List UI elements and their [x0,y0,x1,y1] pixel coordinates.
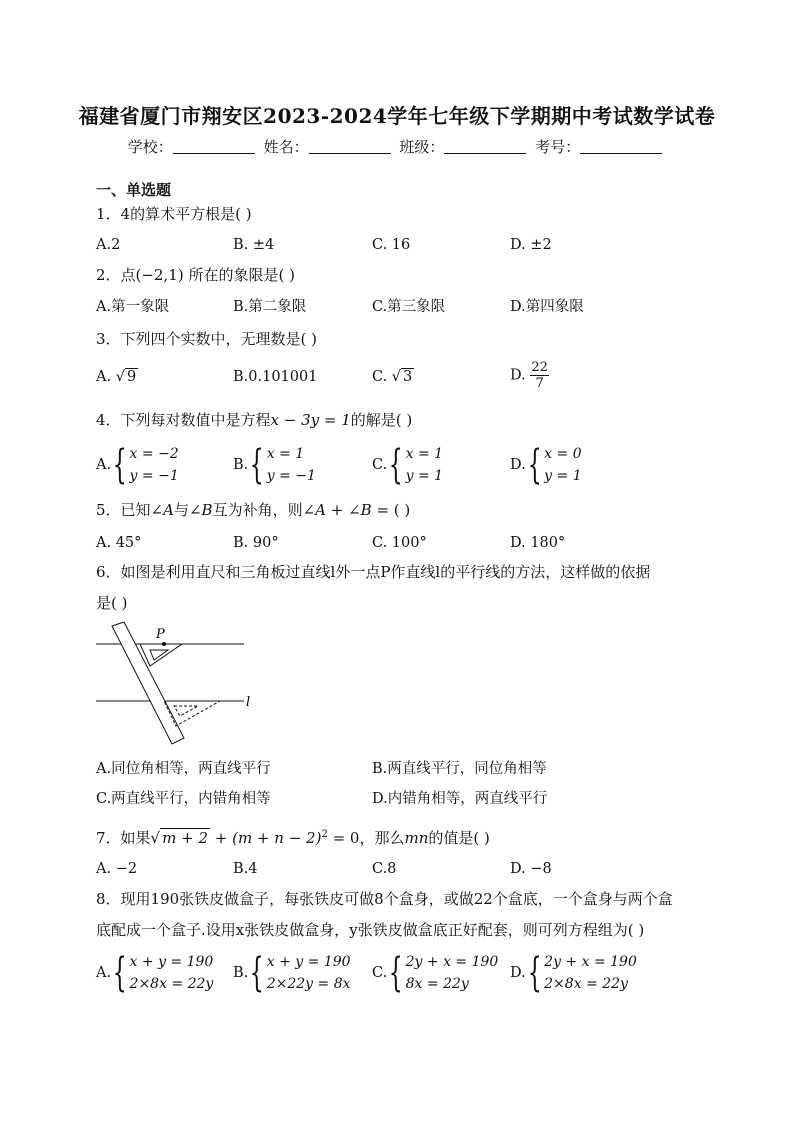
q5-stem-post: = ( ) [371,501,411,519]
q3-a-radicand: 9 [126,369,137,385]
q1-option-d[interactable]: D. ±2 [510,237,552,253]
q5-mid: 与 [173,501,189,519]
school-label: 学校： [127,138,173,156]
q3-stem: 3．下列四个实数中，无理数是( ) [96,330,318,348]
brace-icon: { [249,950,264,996]
q4-c-label: C. [372,457,388,473]
q3-c-radicand: 3 [403,369,413,385]
q8-b-row2: 2×22y = 8x [266,976,351,992]
q4-option-a[interactable] [96,443,179,487]
q6-option-b[interactable]: B.两直线平行，同位角相等 [372,761,547,777]
q6-option-a[interactable]: A.同位角相等，两直线平行 [96,761,271,777]
q4-d-label: D. [510,457,526,473]
q7-square-term: + (m + n − 2) [209,829,322,847]
q4-a-row2: y = −1 [129,468,179,484]
q7-option-d[interactable]: D. −8 [510,861,552,877]
q7-option-c[interactable]: C.8 [372,861,397,877]
q7-option-a[interactable]: A. −2 [96,861,138,877]
q4-stem [96,410,412,430]
q8-option-b[interactable] [233,951,351,995]
point-p [162,642,166,646]
label-p: P [156,627,165,642]
q2-option-d[interactable]: D.第四象限 [510,299,584,315]
q2-stem [96,265,295,285]
q6-stem-line2: 是( ) [96,594,128,612]
sqrt-symbol: √ [150,829,161,847]
ruler [112,622,184,744]
q1-stem: 1．4的算术平方根是( ) [96,205,252,223]
exam-number-blank[interactable] [580,139,662,154]
q4-d-row2: y = 1 [544,468,582,484]
q2-option-a[interactable]: A.第一象限 [96,299,170,315]
q2-stem-post: 所在的象限是( ) [188,266,295,284]
brace-icon: { [112,442,127,488]
q4-equation: x − 3y = 1 [270,411,351,429]
q5-stem [96,500,410,520]
q4-d-row1: x = 0 [544,446,582,462]
q3-d-fraction [530,360,549,391]
brace-icon: { [388,442,403,488]
q4-stem-pre: 4．下列每对数值中是方程 [96,411,271,429]
label-l: l [246,695,251,710]
q7-radicand: m + 2 [162,829,208,847]
brace-icon: { [527,442,542,488]
q8-option-a[interactable] [96,951,213,995]
q4-option-b[interactable] [233,443,316,487]
q8-stem-line2: 底配成一个盒子.设用x张铁皮做盒身，y张铁皮做盒底正好配套，则可列方程组为( ) [96,921,645,939]
q6-option-d[interactable]: D.内错角相等，两直线平行 [372,791,548,807]
q6-figure [94,620,274,750]
class-label: 班级： [399,138,445,156]
q4-b-row2: y = −1 [266,468,316,484]
q5-sum: ∠A + ∠B [302,501,372,519]
q8-b-label: B. [233,965,249,981]
q7-option-b[interactable]: B.4 [233,861,258,877]
q5-angle-a: ∠A [150,501,174,519]
q8-d-label: D. [510,965,526,981]
sqrt-symbol: √ [391,369,402,385]
q4-c-row2: y = 1 [405,468,444,484]
q2-option-c[interactable]: C.第三象限 [372,299,446,315]
q6-option-c[interactable]: C.两直线平行，内错角相等 [96,791,271,807]
q7-stem-post: 的值是( ) [428,829,490,847]
q3-option-d[interactable] [510,360,549,391]
section-heading: 一、单选题 [96,181,172,199]
q1-option-c[interactable]: C. 16 [372,237,411,253]
q5-option-c[interactable]: C. 100° [372,535,427,551]
name-blank[interactable] [309,139,391,154]
q7-tail: = 0，那么 [327,829,405,847]
exam-title: 福建省厦门市翔安区2023-2024学年七年级下学期期中考试数学试卷 [78,104,716,128]
q8-a-row1: x + y = 190 [129,954,214,970]
q4-stem-post: 的解是( ) [350,411,413,429]
sqrt-symbol: √ [115,369,125,385]
q5-option-d[interactable]: D. 180° [510,535,566,551]
q1-option-b[interactable]: B. ±4 [233,237,275,253]
q8-c-row2: 8x = 22y [405,976,469,992]
exam-number-label: 考号： [535,138,581,156]
q4-b-label: B. [233,457,249,473]
q2-point: (−2,1) [135,266,184,284]
brace-icon: { [112,950,127,996]
q8-d-row1: 2y + x = 190 [544,954,637,970]
q4-b-row1: x = 1 [266,446,305,462]
q6-stem-line1: 6．如图是利用直尺和三角板过直线l外一点P作直线l的平行线的方法，这样做的依据 [96,563,651,581]
q7-stem-pre: 7．如果 [96,829,151,847]
q8-d-row2: 2×8x = 22y [544,976,628,992]
q2-stem-pre: 2．点 [96,266,136,284]
name-label: 姓名： [263,138,309,156]
q8-b-row1: x + y = 190 [266,954,351,970]
q1-option-a[interactable]: A.2 [96,237,121,253]
q3-option-c[interactable] [372,367,414,387]
brace-icon: { [249,442,264,488]
q3-d-label: D. [510,367,531,384]
q4-a-row1: x = −2 [129,446,179,462]
triangle-bottom-inner-dashed [174,706,198,716]
q8-a-label: A. [96,965,112,981]
q8-option-c[interactable] [372,951,498,995]
q4-option-d[interactable] [510,443,582,487]
q3-option-a[interactable] [96,367,138,387]
q8-a-row2: 2×8x = 22y [129,976,214,992]
q4-c-row1: x = 1 [405,446,444,462]
q5-option-a[interactable]: A. 45° [96,535,142,551]
q3-d-numerator: 22 [531,360,548,375]
q8-c-label: C. [372,965,388,981]
q8-stem-line1: 8．现用190张铁皮做盒子，每张铁皮可做8个盒身，或做22个盒底，一个盒身与两个盒 [96,890,673,908]
q5-mid2: 互为补角，则 [212,501,303,519]
q3-c-label: C. [372,369,392,385]
q5-angle-b: ∠B [188,501,213,519]
q7-mn: mn [404,829,429,847]
q8-c-row1: 2y + x = 190 [405,954,499,970]
q3-a-label: A. [96,369,116,385]
q4-option-c[interactable] [372,443,443,487]
q3-option-b[interactable]: B.0.101001 [233,369,318,385]
q5-option-b[interactable]: B. 90° [233,535,279,551]
q5-stem-pre: 5．已知 [96,501,151,519]
brace-icon: { [388,950,403,996]
q7-exponent: 2 [321,829,328,840]
brace-icon: { [527,950,542,996]
q8-option-d[interactable] [510,951,637,995]
q3-d-denominator: 7 [535,376,544,391]
q2-option-b[interactable]: B.第二象限 [233,299,307,315]
class-blank[interactable] [444,139,526,154]
school-blank[interactable] [173,139,255,154]
q4-a-label: A. [96,457,112,473]
q7-stem [96,825,490,848]
student-info-row [0,136,794,157]
